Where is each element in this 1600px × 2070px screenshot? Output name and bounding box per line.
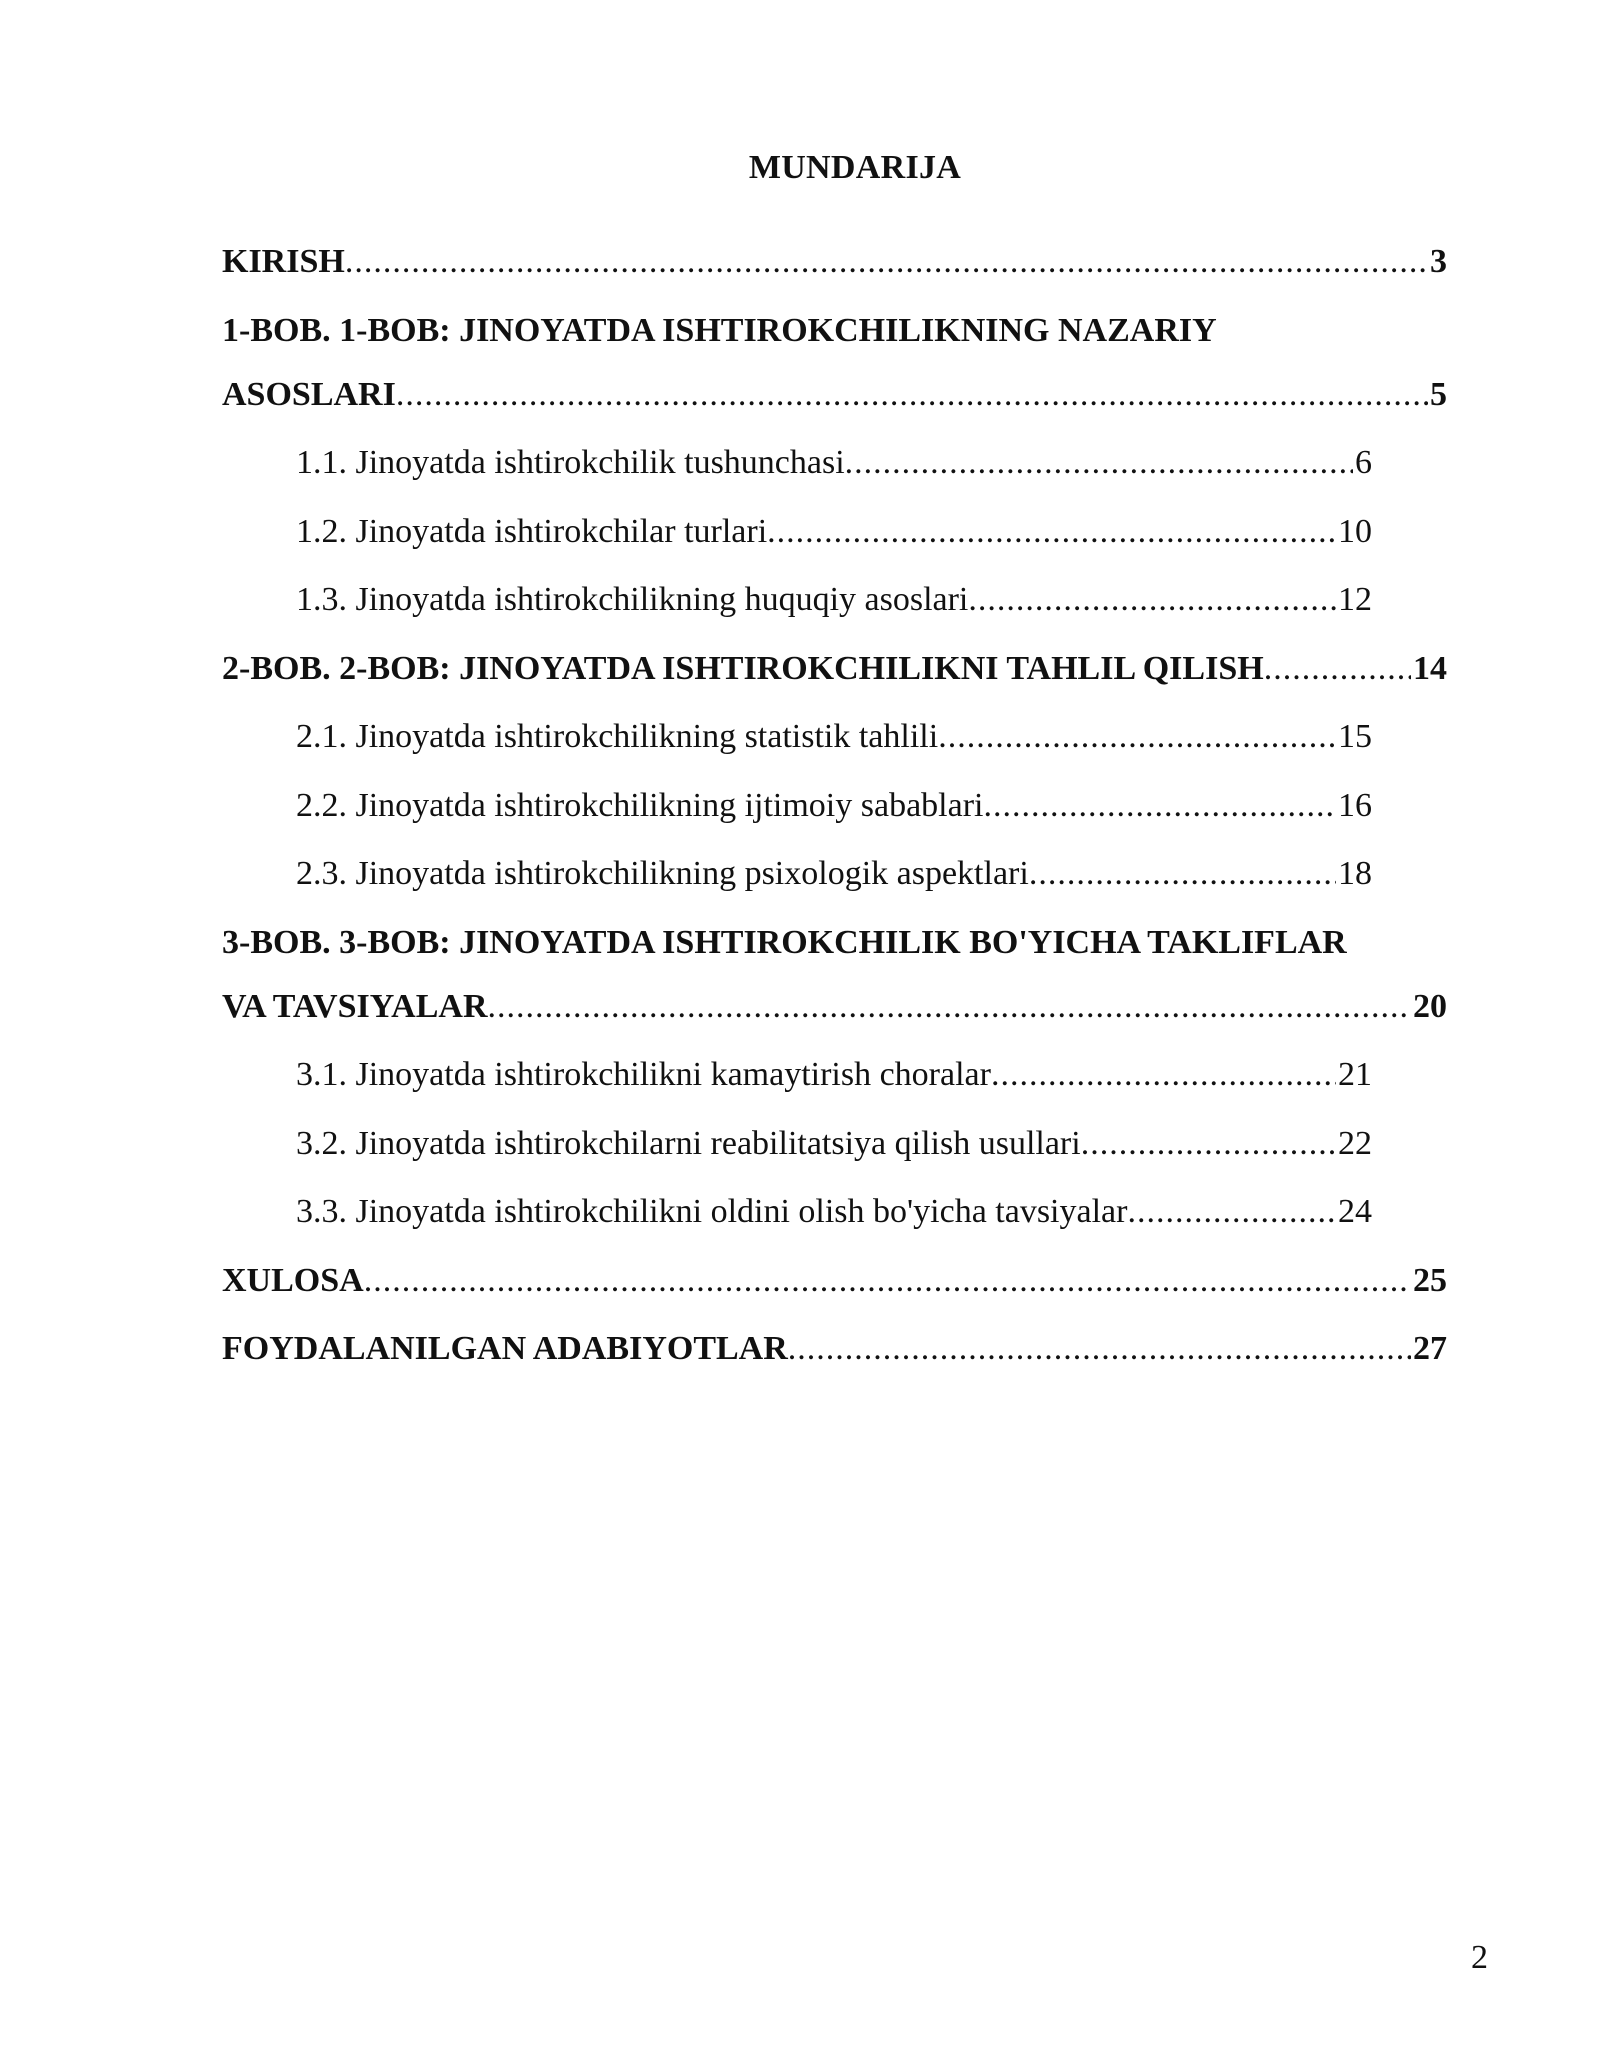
dot-leader bbox=[983, 786, 1336, 826]
toc-entry-adabiyotlar[interactable] bbox=[222, 1329, 1447, 1369]
toc-entry-label: FOYDALANILGAN ADABIYOTLAR bbox=[222, 1330, 788, 1367]
toc-entry-section-2-2[interactable] bbox=[296, 786, 1372, 826]
toc-entry-page: 15 bbox=[1338, 718, 1372, 755]
dot-leader bbox=[991, 1055, 1336, 1095]
toc-entry-page: 20 bbox=[1413, 987, 1447, 1025]
dot-leader bbox=[1029, 854, 1336, 894]
toc-entry-xulosa[interactable] bbox=[222, 1261, 1447, 1301]
toc-entry-section-2-3[interactable] bbox=[296, 854, 1372, 894]
toc-entry-label: VA TAVSIYALAR bbox=[222, 987, 488, 1025]
toc-title: MUNDARIJA bbox=[748, 149, 962, 186]
toc-entry-page: 10 bbox=[1338, 512, 1372, 550]
dot-leader bbox=[845, 443, 1353, 483]
dot-leader bbox=[1127, 1192, 1336, 1232]
toc-entry-page: 22 bbox=[1338, 1124, 1372, 1162]
toc-entry-chapter-2[interactable] bbox=[222, 649, 1447, 689]
toc-entry-section-2-1[interactable] bbox=[296, 717, 1372, 757]
toc-entry-section-1-1[interactable] bbox=[296, 443, 1372, 483]
toc-entry-label: XULOSA bbox=[222, 1261, 364, 1299]
dot-leader bbox=[1081, 1124, 1336, 1164]
toc-entry-page: 18 bbox=[1338, 855, 1372, 892]
toc-entry-page: 27 bbox=[1413, 1330, 1447, 1367]
dot-leader bbox=[938, 717, 1336, 757]
toc-entry-label: ASOSLARI bbox=[222, 375, 396, 413]
toc-entry-page: 24 bbox=[1338, 1193, 1372, 1230]
toc-entry-page: 12 bbox=[1338, 581, 1372, 618]
table-of-contents bbox=[222, 242, 1447, 1398]
toc-entry-section-3-1[interactable] bbox=[296, 1055, 1372, 1095]
dot-leader bbox=[968, 580, 1336, 620]
toc-entry-label: 1.2. Jinoyatda ishtirokchilar turlari bbox=[296, 512, 768, 550]
toc-entry-kirish[interactable] bbox=[222, 242, 1447, 282]
toc-entry-page: 5 bbox=[1430, 375, 1447, 413]
toc-entry-label: 1.3. Jinoyatda ishtirokchilikning huquqiy asoslari bbox=[296, 581, 969, 618]
toc-entry-label: 2.1. Jinoyatda ishtirokchilikning statistik tahlili bbox=[296, 718, 939, 755]
toc-entry-section-1-3[interactable] bbox=[296, 580, 1372, 620]
toc-entry-label: 3.2. Jinoyatda ishtirokchilarni reabilitatsiya qilish usullari bbox=[296, 1124, 1081, 1162]
toc-entry-label: 2-BOB. 2-BOB: JINOYATDA ISHTIROKCHILIKNI TAHLIL QILISH bbox=[222, 649, 1264, 687]
toc-entry-chapter-3[interactable] bbox=[222, 987, 1447, 1027]
dot-leader bbox=[488, 987, 1411, 1027]
dot-leader bbox=[396, 375, 1428, 415]
dot-leader bbox=[364, 1261, 1411, 1301]
page-number: 2 bbox=[1471, 1939, 1488, 1976]
toc-entry-section-3-3[interactable] bbox=[296, 1192, 1372, 1232]
toc-entry-page: 16 bbox=[1338, 786, 1372, 824]
toc-entry-label: 2.2. Jinoyatda ishtirokchilikning ijtimoiy sabablari bbox=[296, 786, 984, 824]
toc-chapter-3-line1[interactable]: 3-BOB. 3-BOB: JINOYATDA ISHTIROKCHILIK BO'YICHA TAKLIFLAR bbox=[222, 923, 1347, 961]
toc-entry-chapter-1[interactable] bbox=[222, 375, 1447, 415]
toc-entry-page: 6 bbox=[1355, 444, 1372, 481]
toc-entry-label: 3.1. Jinoyatda ishtirokchilikni kamaytirish choralar bbox=[296, 1056, 991, 1093]
toc-entry-label: KIRISH bbox=[222, 243, 345, 280]
dot-leader bbox=[767, 512, 1336, 552]
toc-entry-page: 21 bbox=[1338, 1056, 1372, 1093]
toc-chapter-1-line1[interactable]: 1-BOB. 1-BOB: JINOYATDA ISHTIROKCHILIKNING NAZARIY bbox=[222, 311, 1217, 349]
toc-entry-section-3-2[interactable] bbox=[296, 1124, 1372, 1164]
toc-entry-page: 14 bbox=[1413, 649, 1447, 687]
toc-entry-label: 2.3. Jinoyatda ishtirokchilikning psixologik aspektlari bbox=[296, 855, 1029, 892]
dot-leader bbox=[345, 242, 1428, 282]
toc-entry-label: 1.1. Jinoyatda ishtirokchilik tushunchasi bbox=[296, 444, 845, 481]
toc-entry-section-1-2[interactable] bbox=[296, 512, 1372, 552]
dot-leader bbox=[1264, 649, 1411, 689]
toc-entry-page: 3 bbox=[1430, 243, 1447, 280]
toc-entry-page: 25 bbox=[1413, 1261, 1447, 1299]
toc-entry-label: 3.3. Jinoyatda ishtirokchilikni oldini olish bo'yicha tavsiyalar bbox=[296, 1193, 1128, 1230]
dot-leader bbox=[788, 1329, 1411, 1369]
